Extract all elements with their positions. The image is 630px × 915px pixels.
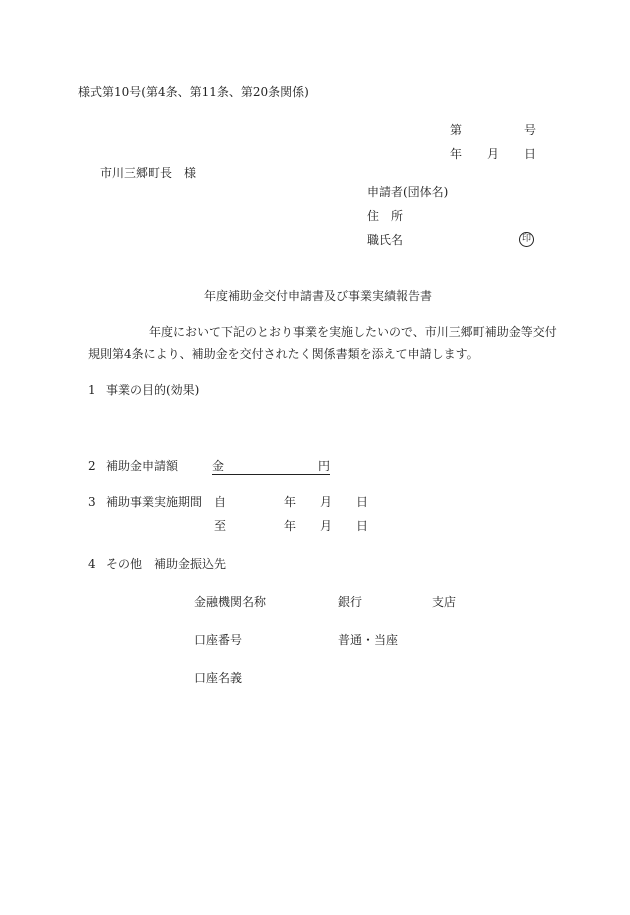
intro-line-1: 年度において下記のとおり事業を実施したいので、市川三郷町補助金等交付	[149, 325, 557, 339]
item-3-label: 補助事業実施期間	[106, 495, 203, 509]
intro-line-2: 規則第4条により、補助金を交付されたく関係書類を添えて申請します。	[88, 347, 479, 361]
item-1-label: 事業の目的(効果)	[106, 383, 200, 397]
seal-mark-icon: 印	[519, 232, 534, 247]
date-month: 月	[487, 147, 500, 161]
item-4-number: 4	[88, 557, 96, 571]
period-from-year: 年	[284, 495, 297, 509]
bank-institution-label: 金融機関名称	[194, 595, 267, 609]
date-year: 年	[450, 147, 463, 161]
item-2-label: 補助金申請額	[106, 459, 179, 473]
applicant-address-label: 住 所	[367, 209, 404, 223]
bank-suffix: 銀行	[338, 595, 363, 609]
addressee: 市川三郷町長 様	[100, 166, 197, 180]
doc-number-go: 号	[524, 123, 537, 137]
period-from-day: 日	[356, 495, 369, 509]
account-type: 普通・当座	[338, 633, 399, 647]
branch-suffix: 支店	[432, 595, 457, 609]
period-to-day: 日	[356, 519, 369, 533]
account-number-label: 口座番号	[194, 633, 243, 647]
amount-field	[212, 458, 330, 475]
period-from: 自	[214, 495, 227, 509]
period-from-month: 月	[320, 495, 333, 509]
item-1-number: 1	[88, 383, 96, 397]
item-3-number: 3	[88, 495, 96, 509]
item-4-label: その他 補助金振込先	[106, 557, 227, 571]
applicant-org-label: 申請者(団体名)	[367, 185, 449, 199]
date-day: 日	[524, 147, 537, 161]
document-title: 年度補助金交付申請書及び事業実績報告書	[204, 289, 433, 303]
amount-prefix: 金	[212, 459, 225, 473]
item-2-number: 2	[88, 459, 96, 473]
amount-suffix: 円	[317, 459, 330, 473]
applicant-name-label: 職氏名	[367, 233, 404, 247]
period-to: 至	[214, 519, 227, 533]
period-to-month: 月	[320, 519, 333, 533]
doc-number-dai: 第	[450, 123, 463, 137]
account-name-label: 口座名義	[194, 671, 243, 685]
form-code: 様式第10号(第4条、第11条、第20条関係)	[78, 85, 309, 99]
period-to-year: 年	[284, 519, 297, 533]
